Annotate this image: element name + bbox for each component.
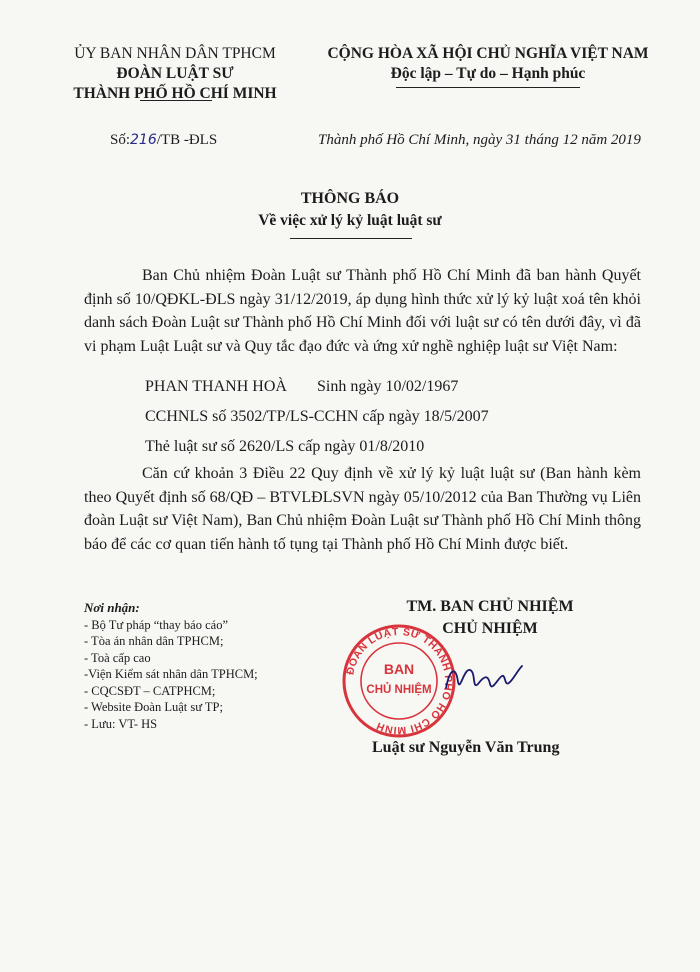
lawyer-birth: Sinh ngày 10/02/1967 [317, 378, 459, 395]
handwritten-signature [440, 648, 530, 708]
doc-number-prefix: Số: [110, 132, 131, 148]
doc-number-handwritten: 216 [130, 132, 157, 148]
national-motto-block [318, 44, 658, 84]
issuer-line3: THÀNH PHỐ HỒ CHÍ MINH [73, 85, 277, 102]
paragraph-decision: Ban Chủ nhiệm Đoàn Luật sư Thành phố Hồ Chí Minh đã ban hành Quyết định số 10/QĐKL-ĐLS ngày 31/12/2019, áp dụng hình thức xử lý kỷ luật xoá tên khỏi danh sách Đoàn Luật sư Thành phố Hồ Chí Minh đối với luật sư có tên dưới đây, vì đã vi phạm Luật Luật sư và Quy tắc đạo đức và ứng xử nghề nghiệp luật sư Việt Nam: [84, 267, 641, 355]
signer-name: Luật sư Nguyễn Văn Trung [372, 739, 560, 756]
stamp-ring-text: ĐOÀN LUẬT SƯ THÀNH PHỐ HỒ CHÍ MINH [344, 625, 455, 737]
stamp-center-line2: CHỦ NHIỆM [366, 684, 432, 696]
signature-line1: TM. BAN CHỦ NHIỆM [406, 598, 574, 615]
recipient-item: - Toà cấp cao [84, 650, 151, 665]
document-title: THÔNG BÁO [300, 190, 400, 207]
recipients-heading: Nơi nhận: [84, 600, 140, 615]
document-subtitle: Về việc xử lý kỷ luật luật sư [258, 212, 442, 229]
signature-line2: CHỦ NHIỆM [442, 620, 538, 637]
paragraph-basis: Căn cứ khoản 3 Điều 22 Quy định về xử lý kỷ luật luật sư (Ban hành kèm theo Quyết định số 68/QĐ – BTVLĐLSVN ngày 05/10/2012 của Ban Thường vụ Liên đoàn Luật sư Việt Nam), Ban Chủ nhiệm Đoàn Luật sư Thành phố Hồ Chí Minh thông báo để các cơ quan tiến hành tố tụng tại Thành phố Hồ Chí Minh được biết. [84, 465, 641, 553]
lawyer-certificate: CCHNLS số 3502/TP/LS-CCHN cấp ngày 18/5/2007 [145, 408, 489, 425]
issuer-line1: ỦY BAN NHÂN DÂN TPHCM [74, 45, 276, 62]
nation-motto: Độc lập – Tự do – Hạnh phúc [390, 65, 586, 82]
doc-number-suffix: /TB -ĐLS [156, 132, 218, 148]
recipient-item: - Bộ Tư pháp “thay báo cáo” [84, 617, 228, 632]
issuer-underline [140, 100, 212, 101]
recipients-block [84, 600, 258, 732]
document-number [110, 132, 217, 149]
recipient-item: -Viện Kiểm sát nhân dân TPHCM; [84, 667, 258, 681]
lawyer-name: PHAN THANH HOÀ [145, 378, 287, 395]
recipient-item: - Tòa án nhân dân TPHCM; [84, 634, 224, 648]
motto-underline [396, 87, 580, 88]
issuer-line2: ĐOÀN LUẬT SƯ [116, 65, 234, 82]
stamp-center-line1: BAN [383, 661, 415, 677]
recipient-item: - CQCSĐT – CATPHCM; [84, 683, 216, 698]
recipient-item: - Website Đoàn Luật sư TP; [84, 700, 223, 714]
place-date: Thành phố Hồ Chí Minh, ngày 31 tháng 12 năm 2019 [318, 132, 641, 148]
lawyer-info [145, 375, 489, 459]
subtitle-underline [290, 238, 412, 239]
lawyer-card: Thẻ luật sư số 2620/LS cấp ngày 01/8/2010 [145, 438, 425, 455]
recipient-item: - Lưu: VT- HS [84, 716, 158, 731]
lawyer-name-row [145, 375, 489, 399]
issuer-block [60, 44, 290, 104]
nation-name: CỘNG HÒA XÃ HỘI CHỦ NGHĨA VIỆT NAM [327, 45, 649, 62]
